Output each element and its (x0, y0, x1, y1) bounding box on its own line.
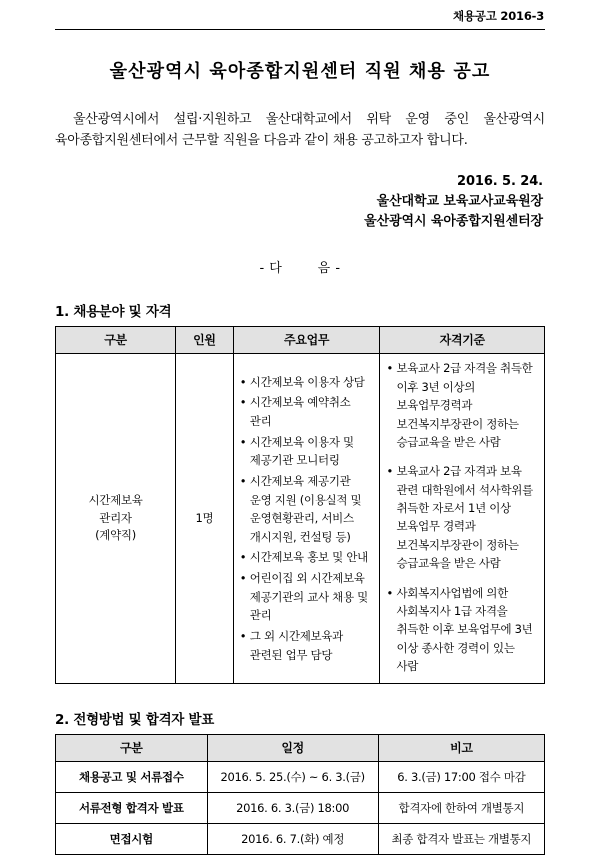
table-header-row (56, 327, 545, 354)
table-header-row (56, 734, 545, 761)
cell-schedule: 2016. 6. 3.(금) 18:00 (207, 792, 378, 823)
daeum-first-char: 다 (269, 261, 283, 277)
intro-paragraph (55, 109, 545, 151)
column-header-schedule: 일정 (207, 734, 378, 761)
daeum-second-char: 음 (317, 261, 331, 277)
column-header-category: 구분 (56, 327, 176, 354)
intro-indent (55, 112, 73, 127)
list-item: • 시간제보육 홍보 및 안내 (240, 548, 374, 567)
category-line-3: (계약직) (95, 528, 136, 543)
column-header-note: 비고 (378, 734, 544, 761)
list-item: • 시간제보육 예약취소 관리 (240, 393, 374, 430)
cell-note: 최종 합격자 발표는 개별통지 (378, 823, 544, 854)
cell-headcount: 1명 (176, 354, 234, 683)
document-code: 채용공고 2016-3 (452, 9, 544, 23)
cell-schedule: 2016. 6. 7.(화) 예정 (207, 823, 378, 854)
list-item: • 그 외 시간제보육과 관련된 업무 담당 (240, 627, 374, 664)
cell-stage: 채용공고 및 서류접수 (56, 761, 208, 792)
column-header-stage: 구분 (56, 734, 208, 761)
list-item: • 어린이집 외 시간제보육 제공기관의 교사 채용 및 관리 (240, 569, 374, 625)
qualifications-list (386, 359, 538, 675)
daeum-left-mark: - (259, 261, 265, 277)
duties-list (240, 373, 374, 664)
list-item: • 사회복지사업법에 의한 사회복지사 1급 자격을 취득한 이후 보육업무에 3년 이상 종사한 경력이 있는 사람 (386, 584, 538, 676)
header-divider-rule (55, 29, 545, 30)
table-row (56, 792, 545, 823)
list-item: • 시간제보육 이용자 상담 (240, 373, 374, 392)
category-line-1: 시간제보육 (88, 492, 143, 507)
signatory-1: 울산대학교 보육교사교육원장 (376, 193, 543, 209)
section-2-heading: 2. 전형방법 및 합격자 발표 (55, 711, 214, 728)
intro-text: 울산광역시에서 설립·지원하고 울산대학교에서 위탁 운영 중인 울산광역시 육아종합지원센터에서 근무할 직원을 다음과 같이 채용 공고하고자 합니다. (55, 112, 545, 149)
list-item: • 시간제보육 이용자 및 제공기관 모니터링 (240, 433, 374, 470)
signatory-2: 울산광역시 육아종합지원센터장 (364, 213, 543, 229)
cell-schedule: 2016. 5. 25.(수) ~ 6. 3.(금) (207, 761, 378, 792)
list-item: • 보육교사 2급 자격을 취득한 이후 3년 이상의 보육업무경력과 보건복지부장관이 정하는 승급교육을 받은 사람 (386, 359, 538, 451)
cell-duties (233, 354, 380, 683)
page-title: 울산광역시 육아종합지원센터 직원 채용 공고 (109, 61, 491, 82)
cell-qualifications (380, 354, 545, 683)
cell-stage: 면접시험 (56, 823, 208, 854)
column-header-duties: 주요업무 (233, 327, 380, 354)
list-item: • 보육교사 2급 자격과 보육 관련 대학원에서 석사학위를 취득한 자로서 1년 이상 보육업무 경력과 보건복지부장관이 정하는 승급교육을 받은 사람 (386, 462, 538, 572)
recruitment-table (55, 326, 545, 683)
section-1-heading: 1. 채용분야 및 자격 (55, 304, 172, 321)
table-row (56, 354, 545, 683)
list-item: • 시간제보육 제공기관 운영 지원 (이용실적 및 운영현황관리, 서비스 개시지원, 컨설팅 등) (240, 472, 374, 547)
daeum-right-mark: - (335, 261, 341, 277)
table-row (56, 761, 545, 792)
cell-note: 합격자에 한하여 개별통지 (378, 792, 544, 823)
schedule-table (55, 734, 545, 855)
category-line-2: 관리자 (99, 510, 132, 525)
table-row (56, 823, 545, 854)
column-header-qualifications: 자격기준 (380, 327, 545, 354)
cell-note: 6. 3.(금) 17:00 접수 마감 (378, 761, 544, 792)
daeum-divider (55, 257, 545, 276)
cell-category (56, 354, 176, 683)
signature-block (55, 172, 545, 231)
announcement-date: 2016. 5. 24. (457, 174, 543, 190)
cell-stage: 서류전형 합격자 발표 (56, 792, 208, 823)
column-header-headcount: 인원 (176, 327, 234, 354)
